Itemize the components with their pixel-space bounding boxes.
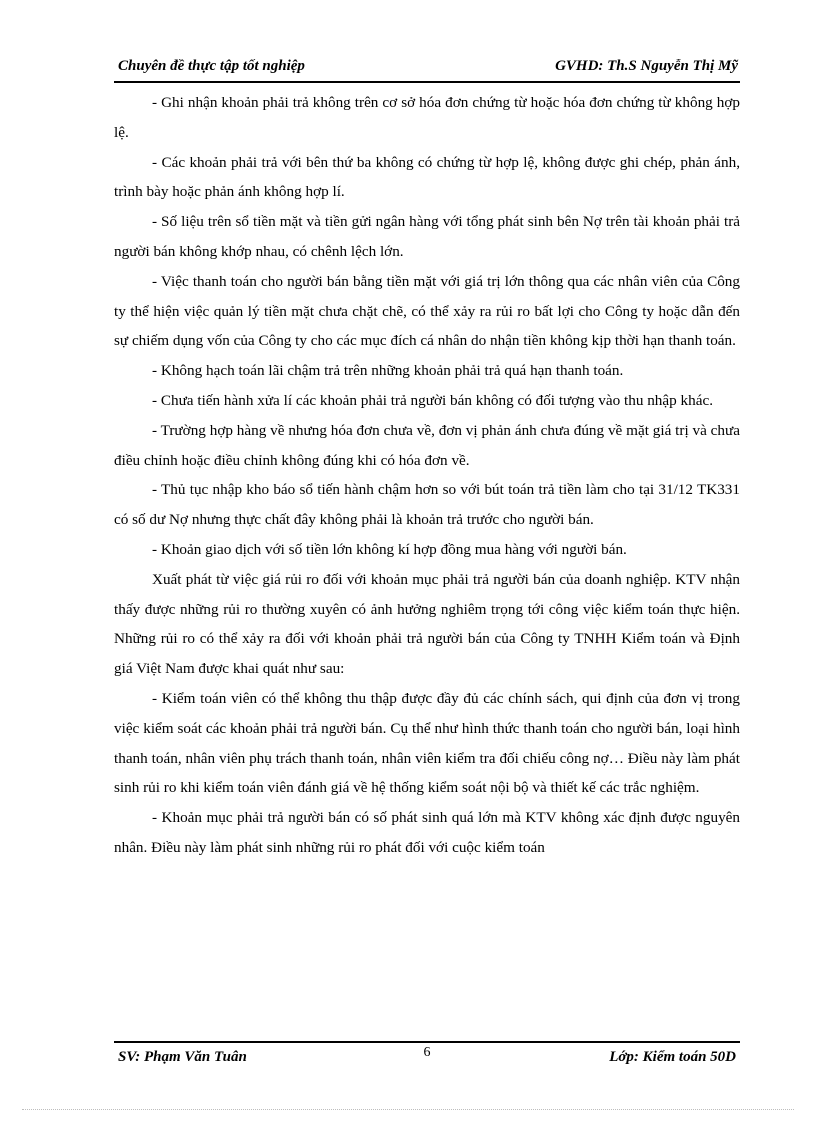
paragraph: - Khoản giao dịch với số tiền lớn không kí hợp đồng mua hàng với người bán. bbox=[152, 540, 627, 558]
footer-class-name: Lớp: Kiểm toán 50D bbox=[609, 1049, 736, 1065]
paragraph: - Các khoản phải trả với bên thứ ba không có chứng từ hợp lệ, không được ghi chép, phản ánh, trình bày hoặc phản ánh không hợp lí. bbox=[114, 153, 740, 201]
paragraph: - Việc thanh toán cho người bán bằng tiền mặt với giá trị lớn thông qua các nhân viên của Công ty thể hiện việc quản lý tiền mặt chưa chặt chẽ, có thể xảy ra rủi ro bất lợi cho Công ty hoặc dẫn đến sự chiếm dụng vốn của Công ty cho các mục đích cá nhân do nhận tiền không kịp thời hạn thanh toán. bbox=[114, 272, 740, 350]
header-supervisor: GVHD: Th.S Nguyễn Thị Mỹ bbox=[555, 58, 738, 74]
header-report-title: Chuyên đề thực tập tốt nghiệp bbox=[118, 58, 305, 74]
page-number: 6 bbox=[423, 1045, 431, 1060]
footer-student-name: SV: Phạm Văn Tuân bbox=[118, 1049, 247, 1065]
page-header bbox=[114, 55, 740, 83]
paragraph: - Số liệu trên sổ tiền mặt và tiền gửi ngân hàng với tổng phát sinh bên Nợ trên tài khoản phải trả người bán không khớp nhau, có chênh lệch lớn. bbox=[114, 213, 740, 260]
paragraph: Xuất phát từ việc giá rủi ro đối với khoản mục phải trả người bán của doanh nghiệp. KTV nhận thấy được những rủi ro thường xuyên có ảnh hưởng nghiêm trọng tới công việc kiểm toán thực hiện. Những rủi ro có thể xảy ra đối với khoản phải trả người bán của Công ty TNHH Kiểm toán và Định giá Việt Nam được khai quát như sau: bbox=[114, 570, 740, 678]
paragraph: - Không hạch toán lãi chậm trả trên những khoản phải trả quá hạn thanh toán. bbox=[152, 362, 624, 380]
page-footer bbox=[114, 1041, 740, 1073]
page-edge-divider bbox=[22, 1109, 794, 1110]
paragraph: - Chưa tiến hành xửa lí các khoản phải trả người bán không có đối tượng vào thu nhập khác. bbox=[152, 391, 714, 409]
paragraph: - Thủ tục nhập kho báo sổ tiến hành chậm hơn so với bút toán trả tiền làm cho tại 31/12 TK331 có số dư Nợ nhưng thực chất đây không phải là khoản trả trước cho người bán. bbox=[114, 481, 740, 529]
paragraph: - Khoản mục phải trả người bán có số phát sinh quá lớn mà KTV không xác định được nguyên nhân. Điều này làm phát sinh những rủi ro phát đối với cuộc kiểm toán bbox=[114, 809, 740, 856]
body-text bbox=[114, 88, 740, 863]
paragraph: - Kiểm toán viên có thể không thu thập được đầy đủ các chính sách, qui định của đơn vị trong việc kiểm soát các khoản phải trả người bán. Cụ thể như hình thức thanh toán cho người bán, loại hình thanh toán, nhân viên phụ trách thanh toán, nhân viên kiểm tra đối chiếu công nợ… Điều này làm phát sinh rủi ro khi kiểm toán viên đánh giá về hệ thống kiểm soát nội bộ và thiết kế các trắc nghiệm. bbox=[114, 689, 740, 797]
paragraph: - Ghi nhận khoản phải trả không trên cơ sở hóa đơn chứng từ hoặc hóa đơn chứng từ không hợp lệ. bbox=[114, 94, 740, 141]
paragraph: - Trường hợp hàng về nhưng hóa đơn chưa về, đơn vị phản ánh chưa đúng về mặt giá trị và chưa điều chỉnh hoặc điều chỉnh không đúng khi có hóa đơn về. bbox=[114, 421, 740, 469]
